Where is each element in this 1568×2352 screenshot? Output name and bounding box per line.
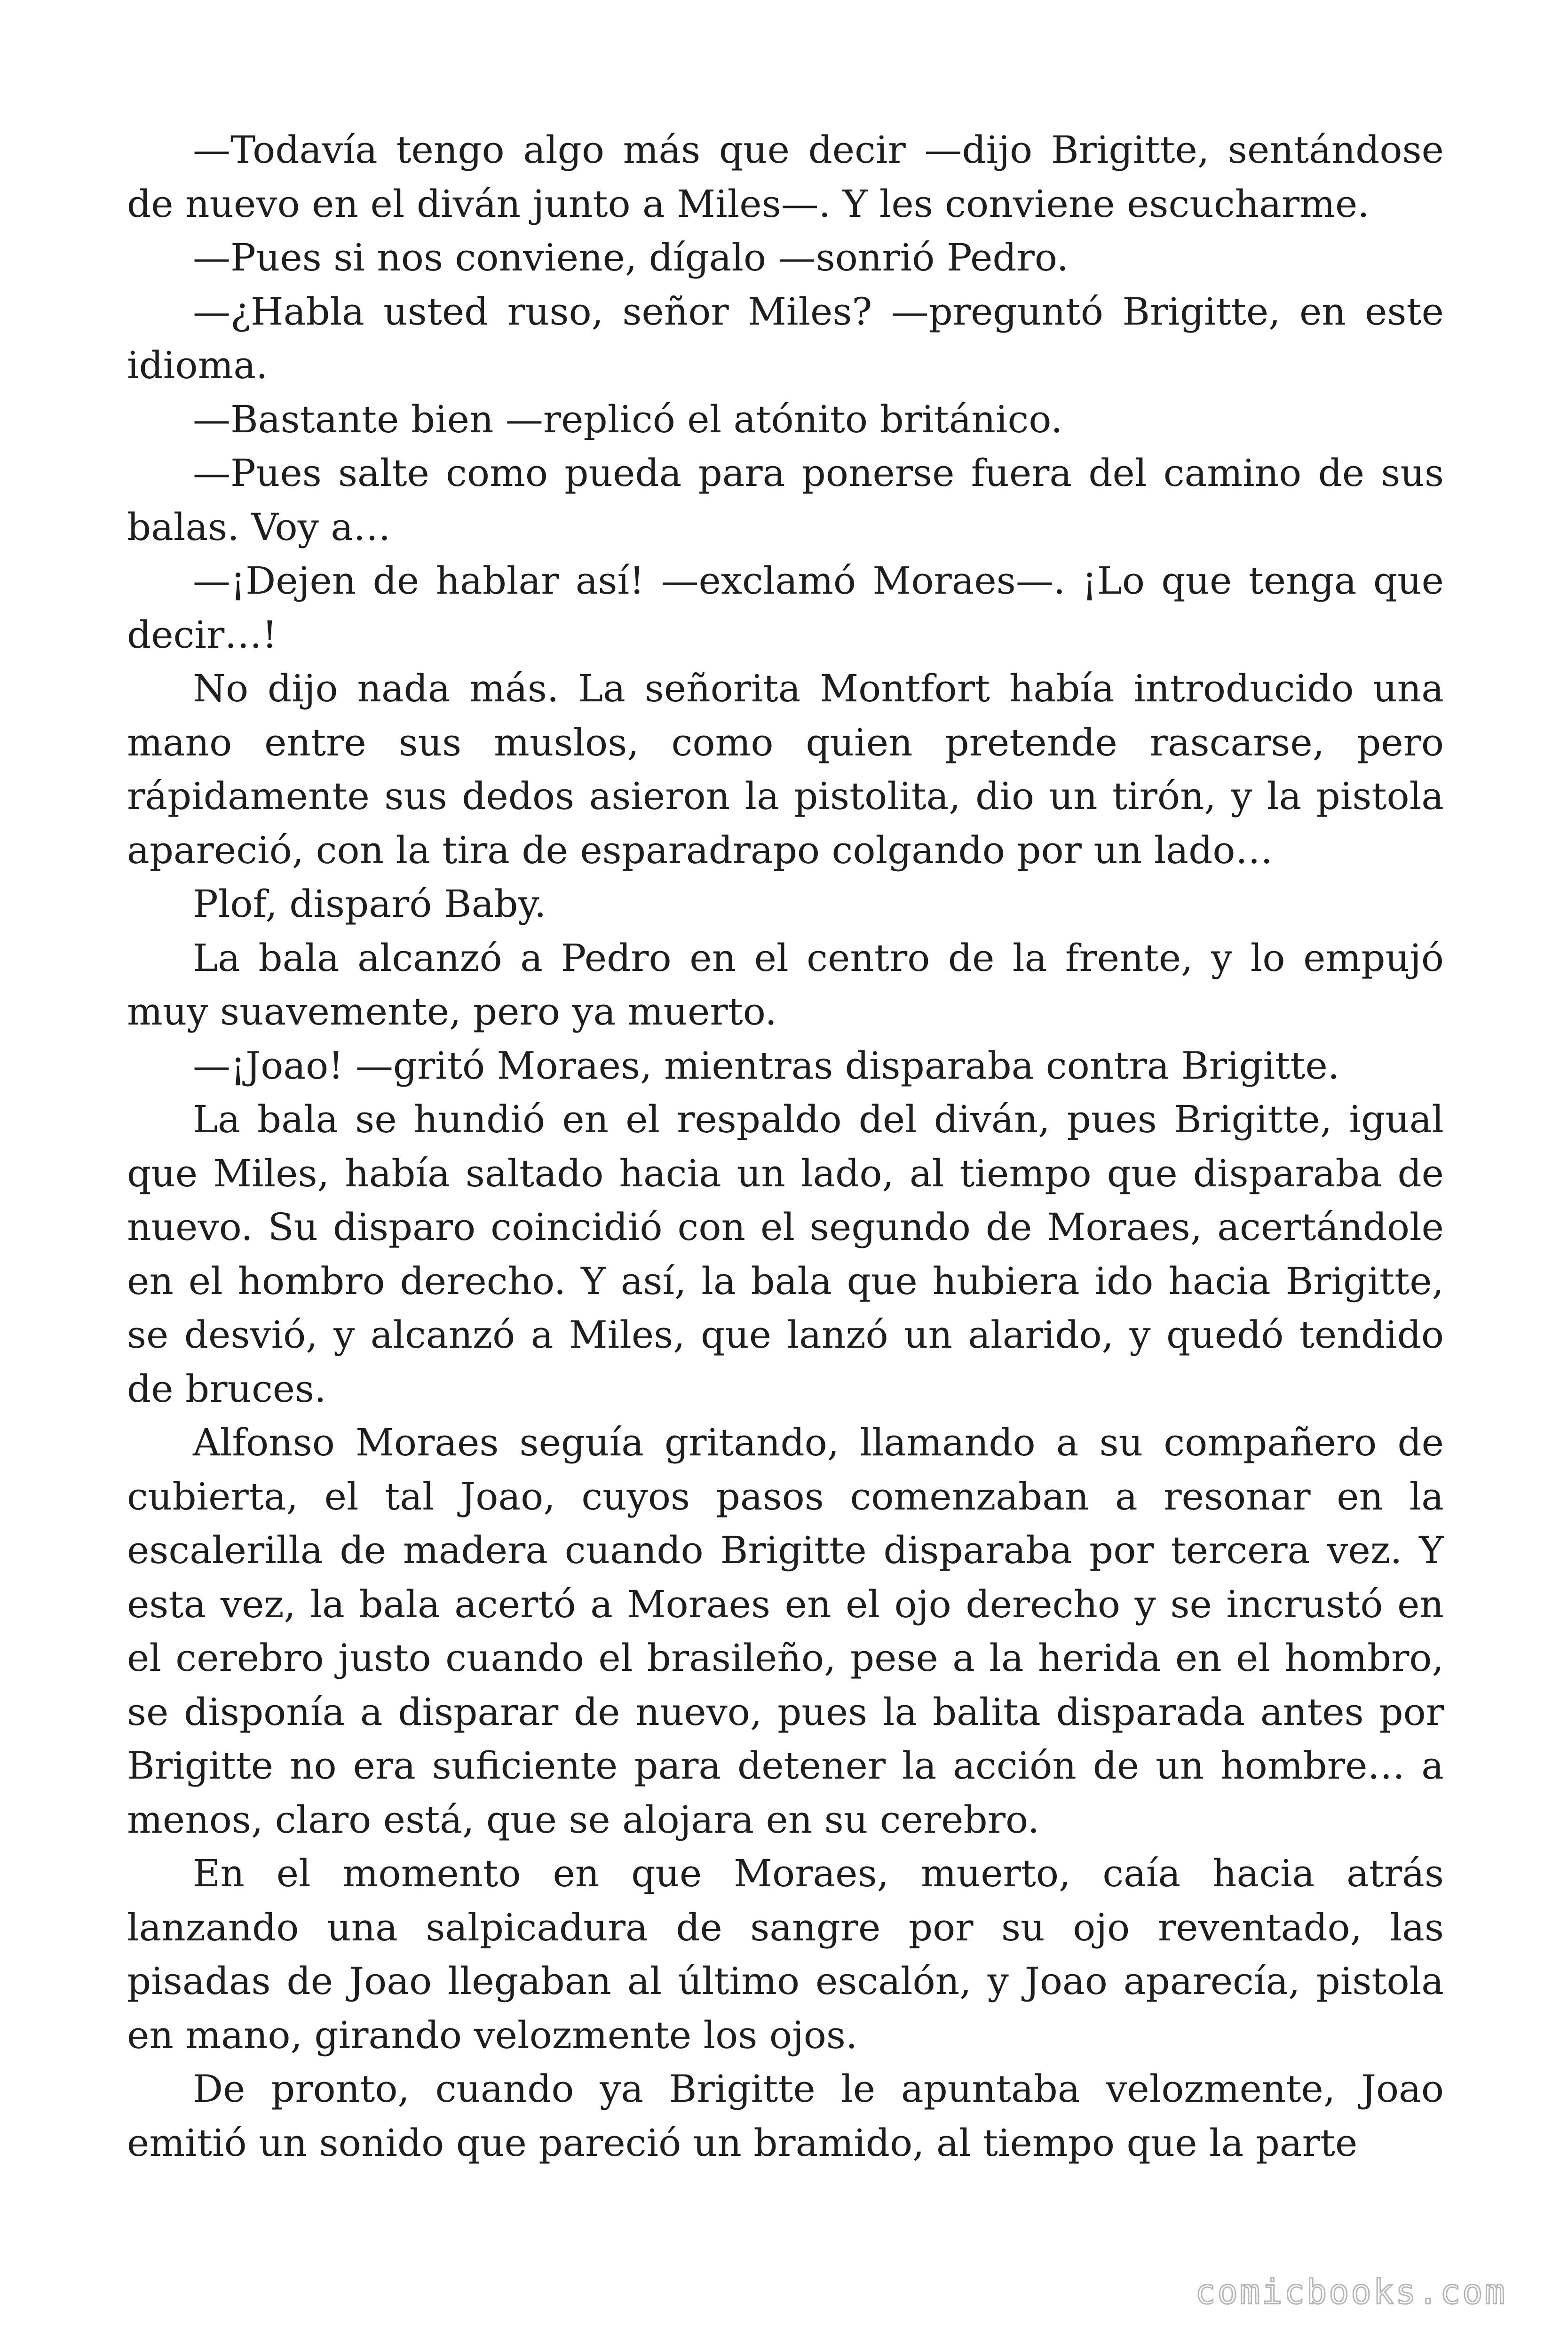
paragraph: La bala se hundió en el respaldo del diván, pues Brigitte, igual que Miles, había saltado hacia un lado, al tiempo que disparaba de nuevo. Su disparo coincidió con el segundo de Moraes, acertándole en el hombro derecho. Y así, la bala que hubiera ido hacia Brigitte, se desvió, y alcanzó a Miles, que lanzó un alarido, y quedó tendido de bruces. xyxy=(127,1097,1444,1411)
paragraph: —Bastante bien —replicó el atónito británico. xyxy=(193,397,1063,441)
paragraph: —¿Habla usted ruso, señor Miles? —preguntó Brigitte, en este idioma. xyxy=(127,289,1444,387)
paragraph: —Pues si nos conviene, dígalo —sonrió Pedro. xyxy=(193,236,1069,279)
paragraph: —¡Dejen de hablar así! —exclamó Moraes—. ¡Lo que tenga que decir…! xyxy=(127,559,1444,657)
paragraph: —¡Joao! —gritó Moraes, mientras disparaba contra Brigitte. xyxy=(193,1043,1340,1088)
paragraph: La bala alcanzó a Pedro en el centro de la frente, y lo empujó muy suavemente, pero ya muerto. xyxy=(127,936,1444,1033)
paragraph: —Todavía tengo algo más que decir —dijo Brigitte, sentándose de nuevo en el diván junto a Miles—. Y les conviene escucharme. xyxy=(127,128,1444,226)
watermark: comicbooks.com xyxy=(1195,2272,1507,2312)
paragraph: Alfonso Moraes seguía gritando, llamando a su compañero de cubierta, el tal Joao, cuyos pasos comenzaban a resonar en la escalerilla de madera cuando Brigitte disparaba por tercera vez. Y esta vez, la bala acertó a Moraes en el ojo derecho y se incrustó en el cerebro justo cuando el brasileño, pese a la herida en el hombro, se disponía a disparar de nuevo, pues la balita disparada antes por Brigitte no era suficiente para detener la acción de un hombre… a menos, claro está, que se alojara en su cerebro. xyxy=(127,1421,1444,1842)
paragraph: Plof, disparó Baby. xyxy=(193,882,546,926)
page-body xyxy=(127,123,1444,2170)
paragraph: —Pues salte como pueda para ponerse fuera del camino de sus balas. Voy a… xyxy=(127,451,1444,549)
paragraph: En el momento en que Moraes, muerto, caía hacia atrás lanzando una salpicadura de sangre por su ojo reventado, las pisadas de Joao llegaban al último escalón, y Joao aparecía, pistola en mano, girando velozmente los ojos. xyxy=(127,1851,1444,2057)
paragraph: No dijo nada más. La señorita Montfort había introducido una mano entre sus muslos, como quien pretende rascarse, pero rápidamente sus dedos asieron la pistolita, dio un tirón, y la pistola apareció, con la tira de esparadrapo colgando por un lado… xyxy=(127,667,1444,872)
paragraph: De pronto, cuando ya Brigitte le apuntaba velozmente, Joao emitió un sonido que pareció un bramido, al tiempo que la parte xyxy=(127,2067,1444,2165)
